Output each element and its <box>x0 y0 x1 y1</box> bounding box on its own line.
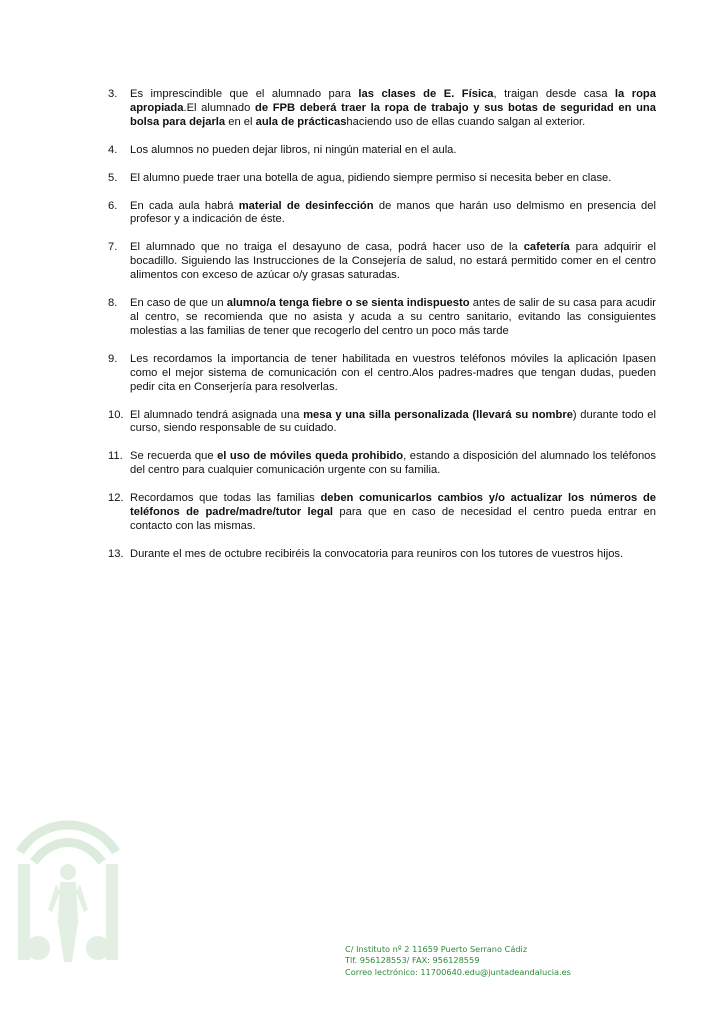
notice-emphasis: alumno/a tenga fiebre o se sienta indispuesto <box>226 297 470 310</box>
footer-email: Correo lectrónico: 11700640.edu@juntadeandalucia.es <box>345 966 571 977</box>
notice-text-run: , traigan desde casa <box>493 88 615 100</box>
notice-text-run: Les recordamos la importancia de tener habilitada en vuestros teléfonos móviles la aplicación Ipasen como el mejor sistema de comunicación con el centro.Alos padres-madres que tengan dudas, pueden pedir cita en Conserjería para resolverlas. <box>130 352 656 393</box>
notice-item-number: 10. <box>108 408 124 421</box>
notice-item-number: 6. <box>108 199 118 212</box>
notice-item-text <box>130 200 656 226</box>
notice-text-run: , estando a disposición del alumnado los teléfonos del centro para cualquier comunicación urgente con su familia. <box>130 450 656 477</box>
school-contact-footer <box>345 944 571 978</box>
notice-emphasis: deben comunicarlos cambios y/o actualizar los números de teléfonos de padre/madre/tutor legal <box>130 492 656 519</box>
notice-item-number: 11. <box>108 450 123 463</box>
notice-text-run: El alumnado que no traiga el desayuno de casa, podrá hacer uso de la <box>130 241 524 254</box>
notice-text-run: .El alumnado <box>183 101 255 114</box>
footer-address: C/ Instituto nº 2 11659 Puerto Serrano Cádiz <box>345 944 528 954</box>
notice-text-run: Es imprescindible que el alumnado para <box>130 88 359 100</box>
notice-item <box>108 409 656 437</box>
notice-text-run: antes de salir de su casa para acudir al centro, se recomienda que no asista y acuda a su centro sanitario, evitando las consiguientes molestias a las familias de tener que recogerlo del centro un poco más tarde <box>130 297 656 337</box>
notice-emphasis: el uso de móviles queda prohibido <box>217 450 404 463</box>
notice-item-text <box>130 548 623 560</box>
notice-item-text <box>130 409 656 435</box>
notice-item-text <box>130 492 656 532</box>
notice-item-number: 12. <box>108 492 124 505</box>
notice-item-number: 3. <box>108 88 118 100</box>
notice-text-run: Se recuerda que <box>130 450 218 463</box>
notice-item <box>108 297 656 339</box>
notice-text-run: Durante el mes de octubre recibiréis la convocatoria para reuniros con los tutores de vuestros hijos. <box>130 547 624 560</box>
notice-item-text <box>130 353 656 393</box>
notice-emphasis: mesa y una silla personalizada (llevará su nombre <box>303 408 573 421</box>
notice-text-run: Recordamos que todas las familias <box>130 492 321 505</box>
notice-item <box>108 241 656 283</box>
notice-list <box>108 88 656 576</box>
notice-item <box>108 144 656 158</box>
notice-text-run: para que en caso de necesidad el centro pueda entrar en contacto con las mismas. <box>130 506 656 532</box>
notice-emphasis: material de desinfección <box>238 199 374 212</box>
notice-item <box>108 450 656 478</box>
notice-item <box>108 88 656 130</box>
notice-item <box>108 492 656 534</box>
notice-emphasis: la ropa apropiada <box>130 88 656 114</box>
notice-text-run: El alumno puede traer una botella de agua, pidiendo siempre permiso si necesita beber en clase. <box>130 171 612 184</box>
junta-andalucia-emblem-watermark <box>12 812 124 972</box>
notice-text-run: de manos que harán uso delmismo en presencia del profesor y a indicación de éste. <box>130 199 656 226</box>
notice-item-number: 5. <box>108 171 118 184</box>
notice-item-number: 7. <box>108 241 118 254</box>
notice-item-text <box>130 144 457 156</box>
notice-item-text <box>130 241 656 281</box>
notice-item-text <box>130 88 656 128</box>
notice-item <box>108 548 656 562</box>
notice-item-number: 4. <box>108 143 118 156</box>
notice-item-text <box>130 172 611 184</box>
notice-item-number: 9. <box>108 352 118 365</box>
notice-item-number: 13. <box>108 547 124 560</box>
notice-text-run: En caso de que un <box>130 297 227 310</box>
notice-text-run: El alumnado tendrá asignada una <box>130 408 304 421</box>
notice-text-run: Los alumnos no pueden dejar libros, ni ningún material en el aula. <box>130 143 457 156</box>
notice-item <box>108 353 656 395</box>
notice-item-text <box>130 297 656 337</box>
notice-text-run: en el <box>225 115 256 128</box>
notice-item-text <box>130 450 656 476</box>
notice-emphasis: aula de prácticas <box>255 115 347 128</box>
notice-item <box>108 200 656 228</box>
notice-emphasis: cafetería <box>523 241 570 254</box>
notice-text-run: para adquirir el bocadillo. Siguiendo las Instrucciones de la Consejería de salud, no estará permitido comer en el centro alimentos con exceso de azúcar o/y grasas saturadas. <box>130 241 656 282</box>
notice-emphasis: las clases de E. Física <box>358 88 494 100</box>
notice-text-run: En cada aula habrá <box>130 199 239 212</box>
notice-text-run: haciendo uso de ellas cuando salgan al exterior. <box>346 115 586 128</box>
notice-item <box>108 172 656 186</box>
footer-phone-fax: Tlf. 956128553/ FAX: 956128559 <box>345 955 480 966</box>
notice-item-number: 8. <box>108 297 118 310</box>
notice-text-run: ) durante todo el curso, siendo responsable de su cuidado. <box>130 408 656 435</box>
notice-emphasis: de FPB deberá traer la ropa de trabajo y sus botas de seguridad en una bolsa para dejarla <box>130 101 656 128</box>
